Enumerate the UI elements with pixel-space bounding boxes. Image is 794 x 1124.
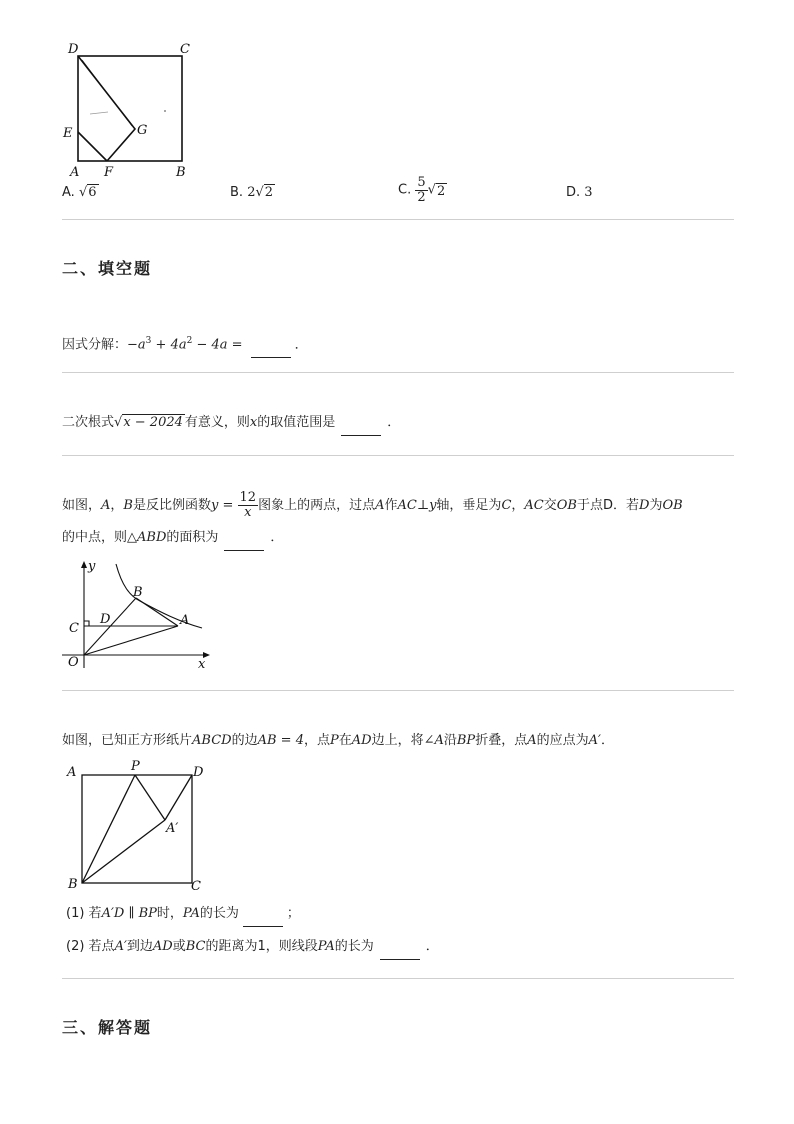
q1-label-F: F [104, 165, 114, 180]
text: 的距离为1，则线段 [205, 939, 318, 954]
math-var: A [375, 498, 385, 513]
question-radical [62, 413, 400, 436]
section-title: 三、解答题 [62, 1018, 153, 1037]
text: (2) 若点 [66, 939, 115, 954]
radicand: 2 [264, 185, 274, 200]
q4-label-x: x [198, 657, 206, 672]
text: ， [511, 498, 525, 513]
answer-blank[interactable] [243, 906, 283, 927]
question-text: 有意义，则 [184, 415, 250, 430]
text: ， [110, 498, 124, 513]
q1-figure [60, 38, 200, 180]
sqrt-sign: √ [255, 185, 264, 200]
math-term: PA [182, 906, 200, 921]
math-var: x [249, 415, 258, 430]
math-term: −a [127, 337, 146, 353]
section-title: 二、填空题 [62, 259, 153, 278]
q1-inner [82, 60, 132, 126]
right-angle-mark [84, 621, 89, 626]
text: ． [425, 939, 439, 954]
text: 的长为 [199, 906, 239, 921]
question-prefix: 因式分解： [62, 337, 128, 353]
q5-label-B: B [68, 877, 78, 892]
math-term: AB = 4 [257, 733, 304, 748]
question-fold-sub1 [66, 904, 300, 927]
q4-label-C: C [69, 621, 79, 636]
frac-numerator: 12 [239, 490, 257, 505]
math-term: OB [556, 498, 577, 513]
q5-label-P: P [131, 759, 140, 774]
text: 是反比例函数 [132, 498, 211, 513]
text: 交 [543, 498, 557, 513]
question-prefix: 二次根式 [62, 415, 115, 430]
question-fold-sub2 [66, 937, 439, 960]
q1-option-b[interactable] [230, 183, 275, 203]
segment-BP [82, 775, 135, 883]
text: 时， [156, 906, 183, 921]
q4-label-O: O [68, 655, 79, 670]
math-var: P [329, 733, 339, 748]
answer-blank[interactable] [251, 337, 291, 358]
text: 或 [172, 939, 186, 954]
segment-ApD [165, 775, 192, 820]
sqrt-sign: √ [427, 182, 436, 198]
text: 折叠，点 [475, 733, 528, 748]
exponent: 3 [145, 336, 152, 346]
divider [62, 455, 734, 456]
text: 于点D．若 [576, 498, 639, 513]
math-term: AC [397, 498, 417, 513]
q1-label-A: A [70, 165, 80, 180]
option-letter: A. [62, 185, 75, 200]
radicand: 6 [88, 185, 97, 200]
math-term: AC [524, 498, 544, 513]
text: 在 [338, 733, 352, 748]
text: ； [286, 906, 300, 921]
question-inverse-line1 [62, 489, 683, 523]
q5-label-C: C [191, 879, 201, 894]
math-term: y = [211, 498, 238, 513]
text: 的面积为 [166, 530, 219, 545]
q4-figure [60, 556, 220, 672]
radicand: 2 [436, 183, 446, 199]
text: 作 [384, 498, 398, 513]
math-term: ∠A [423, 733, 444, 748]
text: 到边 [126, 939, 153, 954]
math-term: ABCD [192, 733, 232, 748]
text: 为 [649, 498, 663, 513]
q1-option-a[interactable] [62, 183, 99, 203]
text: ． [600, 733, 614, 748]
fraction [238, 491, 259, 520]
q1-label-G: G [137, 123, 148, 138]
exponent: 2 [186, 336, 193, 346]
sqrt-sign: √ [78, 185, 88, 200]
math-term: △ABD [127, 530, 167, 545]
divider [62, 690, 734, 691]
math-term: AD [351, 733, 372, 748]
q1-option-d[interactable] [566, 183, 593, 203]
answer-blank[interactable] [341, 415, 381, 436]
question-fold-line1 [62, 731, 614, 751]
q1-square [78, 56, 182, 161]
math-var: y [429, 498, 437, 513]
q1-dot [164, 110, 166, 112]
option-letter: B. [230, 185, 244, 200]
q4-label-D: D [100, 612, 111, 627]
frac-denominator: 2 [417, 190, 426, 205]
q1-label-B: B [176, 165, 186, 180]
text: 的长为 [334, 939, 374, 954]
text: 的边 [231, 733, 258, 748]
text: 的中点，则 [62, 530, 128, 545]
frac-numerator: 5 [417, 175, 426, 190]
question-text: 的取值范围是 [257, 415, 336, 430]
text: 如图， [62, 498, 102, 513]
math-var: A [527, 733, 537, 748]
q4-label-y: y [88, 559, 96, 574]
option-letter: D. [566, 185, 581, 200]
question-suffix: ． [387, 415, 401, 430]
question-factorize [62, 331, 308, 358]
fraction [415, 176, 427, 205]
q4-label-A: A [180, 613, 190, 628]
q1-option-c[interactable] [398, 176, 447, 205]
math-term: BP [456, 733, 476, 748]
q5-figure [62, 756, 212, 896]
coefficient: 2 [247, 185, 256, 200]
math-symbol: ⊥ [416, 498, 430, 513]
text: (1) 若 [66, 906, 102, 921]
frac-denominator: x [244, 505, 252, 520]
math-var: C [501, 498, 512, 513]
q4-label-B: B [133, 585, 143, 600]
divider [62, 219, 734, 220]
math-term: AD [152, 939, 173, 954]
divider [62, 372, 734, 373]
q1-scribble [90, 112, 108, 114]
segment-BAp [82, 820, 165, 883]
math-term: − 4a = [192, 337, 247, 353]
option-value: 3 [584, 185, 593, 200]
text: 轴，垂足为 [436, 498, 502, 513]
math-term: BC [185, 939, 206, 954]
answer-blank[interactable] [380, 939, 420, 960]
text: 边上，将 [371, 733, 424, 748]
q5-label-Ap: A′ [166, 821, 179, 836]
segment-PAp [135, 775, 165, 820]
question-suffix: ． [270, 530, 284, 545]
math-term: OB [662, 498, 683, 513]
math-term: A′ [588, 733, 601, 748]
math-term: PA [317, 939, 335, 954]
y-arrow [81, 561, 87, 568]
radicand: x − 2024 [123, 415, 183, 430]
math-term: + 4a [151, 337, 187, 353]
segment-BA [136, 598, 178, 626]
math-term: A′D ∥ BP [101, 906, 157, 921]
q1-label-C: C [180, 42, 190, 57]
text: 如图，已知正方形纸片 [62, 733, 193, 748]
text: ，点 [303, 733, 330, 748]
text: 的应点为 [536, 733, 589, 748]
sqrt-sign: √ [114, 415, 123, 430]
math-var: D [639, 498, 650, 513]
segment-OA [84, 626, 178, 655]
divider [62, 978, 734, 979]
math-var: A [101, 498, 111, 513]
q5-label-A: A [67, 765, 77, 780]
q1-ef [78, 132, 107, 161]
q1-fold [78, 56, 135, 161]
math-var: B [123, 498, 133, 513]
question-inverse-line2 [62, 528, 283, 551]
q5-label-D: D [193, 765, 204, 780]
question-suffix: ． [294, 337, 308, 353]
q1-label-D: D [68, 42, 79, 57]
answer-blank[interactable] [224, 530, 264, 551]
math-term: A′ [114, 939, 127, 954]
text: 图象上的两点，过点 [258, 498, 376, 513]
q1-label-E: E [63, 126, 73, 141]
text: 沿 [443, 733, 457, 748]
option-letter: C. [398, 182, 412, 198]
